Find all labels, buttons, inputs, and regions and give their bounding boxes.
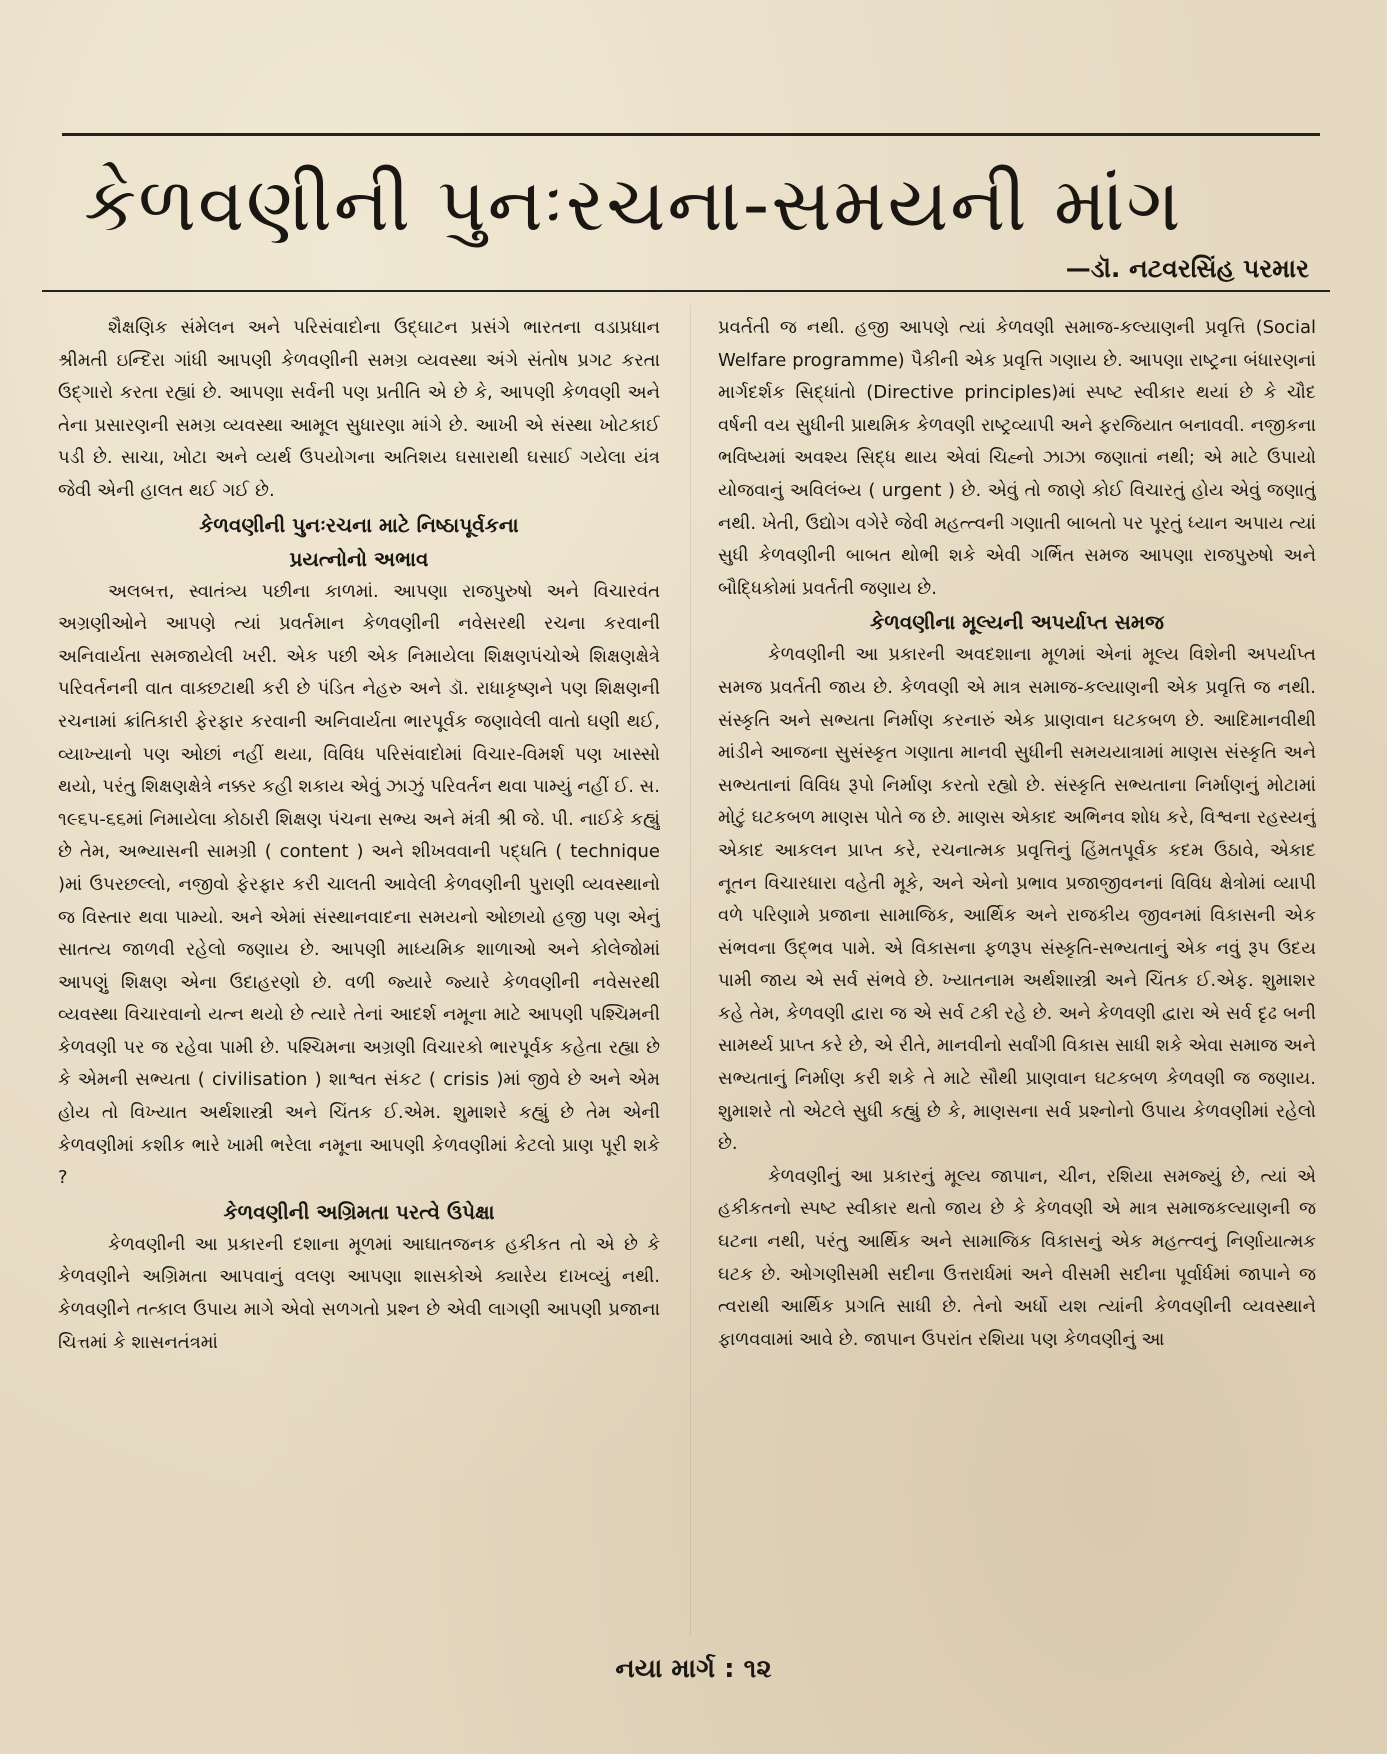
title-top-rule (62, 133, 1320, 136)
paragraph: અલબત્ત, સ્વાતંત્ર્ય પછીના કાળમાં. આપણા રાજપુરુષો અને વિચારવંત અગ્રણીઓને આપણે ત્યાં પ્રવર્તમાન કેળવણીની નવેસરથી રચના કરવાની અનિવાર્યતા સમજાયેલી ખરી. એક પછી એક નિમાયેલા શિક્ષણપંચોએ શિક્ષણક્ષેત્રે પરિવર્તનની વાત વાક્છટાથી કરી છે પંડિત નેહરુ અને ડૉ. રાધાકૃષ્ણને પણ શિક્ષણની રચનામાં ક્રાંતિકારી ફેરફાર કરવાની અનિવાર્યતા ભારપૂર્વક જણાવેલી વાતો ઘણી થઈ, વ્યાખ્યાનો પણ ઓછાં નહીં થયા, વિવિધ પરિસંવાદોમાં વિચાર-વિમર્શ પણ ખાસ્સો થયો, પરંતુ શિક્ષણક્ષેત્રે નક્કર કહી શકાય એવું ઝાઝું પરિવર્તન થવા પામ્યું નહીં ઈ. સ. ૧૯૬૫-૬૬માં નિમાયેલા કોઠારી શિક્ષણ પંચના સભ્ય અને મંત્રી શ્રી જે. પી. નાઈકે કહ્યું છે તેમ, અભ્યાસની સામગ્રી ( content ) અને શીખવવાની પદ્ધતિ ( technique )માં ઉપરછલ્લો, નજીવો ફેરફાર કરી ચાલતી આવેલી કેળવણીની પુરાણી વ્યવસ્થાનો જ વિસ્તાર થવા પામ્યો. અને એમાં સંસ્થાનવાદના સમયનો ઓછાયો હજી પણ એનું સાતત્ય જાળવી રહેલો જણાય છે. આપણી માધ્યમિક શાળાઓ અને કોલેજોમાં આપણું શિક્ષણ એના ઉદાહરણો છે. વળી જ્યારે જ્યારે કેળવણીની નવેસરથી વ્યવસ્થા વિચારવાનો યત્ન થયો છે ત્યારે તેનાં આદર્શ નમૂના માટે આપણી પશ્ચિમની કેળવણી પર જ રહેવા પામી છે. પશ્ચિમના અગ્રણી વિચારકો ભારપૂર્વક કહેતા રહ્યા છે કે એમની સભ્યતા ( civilisation ) શાશ્વત સંકટ ( crisis )માં જીવે છે અને એમ હોય તો વિખ્યાત અર્થશાસ્ત્રી અને ચિંતક ઈ.એમ. શુમાશરે કહ્યું છે તેમ એની કેળવણીમાં કશીક ભારે ખામી ભરેલા નમૂના આપણી કેળવણીમાં કેટલો પ્રાણ પૂરી શકે ? (58, 580, 660, 1189)
section-heading-line: કેળવણીની પુનઃરચના માટે નિષ્ઠાપૂર્વકના (199, 512, 519, 537)
section-heading: કેળવણીના મૂલ્યની અપર્યાપ્ત સમજ (870, 610, 1164, 635)
paragraph: કેળવણીની આ પ્રકારની અવદશાના મૂળમાં એનાં મૂલ્ય વિશેની અપર્યાપ્ત સમજ પ્રવર્તતી જાય છે. કેળવણી એ માત્ર સમાજ-કલ્યાણની એક પ્રવૃત્તિ જ નથી. સંસ્કૃતિ અને સભ્યતા નિર્માણ કરનારું એક પ્રાણવાન ઘટકબળ છે. આદિમાનવીથી માંડીને આજના સુસંસ્કૃત ગણાતા માનવી સુધીની સમયયાત્રામાં માણસ સંસ્કૃતિ અને સભ્યતાનાં વિવિધ રૂપો નિર્માણ કરતો રહ્યો છે. સંસ્કૃતિ સભ્યતાના નિર્માણનું મોટામાં મોટું ઘટકબળ માણસ પોતે જ છે. માણસ એકાદ અભિનવ શોધ કરે, વિશ્વના રહસ્યનું એકાદ આકલન પ્રાપ્ત કરે, રચનાત્મક પ્રવૃત્તિનું હિંમતપૂર્વક કદમ ઉઠાવે, એકાદ નૂતન વિચારધારા વહેતી મૂકે, અને એનો પ્રભાવ પ્રજાજીવનનાં વિવિધ ક્ષેત્રોમાં વ્યાપી વળે પરિણામે પ્રજાના સામાજિક, આર્થિક અને રાજકીય જીવનમાં વિકાસની એક સંભવના ઉદ્ભવ પામે. એ વિકાસના ફળરૂપ સંસ્કૃતિ-સભ્યતાનું એક નવું રૂપ ઉદય પામી જાય એ સર્વ સંભવે છે. ખ્યાતનામ અર્થશાસ્ત્રી અને ચિંતક ઈ.એફ. શુમાશર કહે તેમ, કેળવણી દ્વારા જ એ સર્વ ટકી રહે છે. અને કેળવણી દ્વારા એ સર્વ દૃઢ બની સામર્થ્ય પ્રાપ્ત કરે છે, એ રીતે, માનવીનો સર્વાંગી વિકાસ સાધી શકે એવા સમાજ અને સભ્યતાનું નિર્માણ કરી શકે તે માટે સૌથી પ્રાણવાન ઘટકબળ કેળવણી જ જણાય. શુમાશરે તો એટલે સુધી કહ્યું છે કે, માણસના સર્વ પ્રશ્નોનો ઉપાય કેળવણીમાં રહેલો છે. (718, 644, 1316, 1155)
header-divider-rule (42, 290, 1330, 292)
paragraph: શૈક્ષણિક સંમેલન અને પરિસંવાદોના ઉદ્ઘાટન પ્રસંગે ભારતના વડાપ્રધાન શ્રીમતી ઇન્દિરા ગાંધી આપણી કેળવણીની સમગ્ર વ્યવસ્થા અંગે સંતોષ પ્રગટ કરતા ઉદ્ગારો કરતા રહ્યાં છે. આપણા સર્વની પણ પ્રતીતિ એ છે કે, આપણી કેળવણી અને તેના પ્રસારણની સમગ્ર વ્યવસ્થા આમૂલ સુધારણા માંગે છે. આખી એ સંસ્થા ખોટકાઈ પડી છે. સાચા, ખોટા અને વ્યર્થ ઉપયોગના અતિશય ઘસારાથી ઘસાઈ ગયેલા યંત્ર જેવી એની હાલત થઈ ગઈ છે. (58, 317, 660, 501)
paragraph: પ્રવર્તતી જ નથી. હજી આપણે ત્યાં કેળવણી સમાજ-કલ્યાણની પ્રવૃત્તિ (Social Welfare programme) પૈકીની એક પ્રવૃત્તિ ગણાય છે. આપણા રાષ્ટ્રના બંધારણનાં માર્ગદર્શક સિદ્ધાંતો (Directive principles)માં સ્પષ્ટ સ્વીકાર થયાં છે કે ચૌદ વર્ષની વય સુધીની પ્રાથમિક કેળવણી રાષ્ટ્રવ્યાપી અને ફરજિયાત બનાવવી. નજીકના ભવિષ્યમાં અવશ્ય સિદ્ધ થાય એવાં ચિહ્નો ઝાઝા જણાતાં નથી; એ માટે ઉપાયો યોજવાનું અવિલંબ્ય ( urgent ) છે. એવું તો જાણે કોઈ વિચારતું હોય એવું જણાતું નથી. ખેતી, ઉદ્યોગ વગેરે જેવી મહત્ત્વની ગણાતી બાબતો પર પૂરતું ધ્યાન અપાય ત્યાં સુધી કેળવણીની બાબત થોભી શકે એવી ગર્ભિત સમજ આપણા રાજપુરુષો અને બૌદ્ધિકોમાં પ્રવર્તતી જણાય છે. (718, 317, 1316, 599)
article-author: —ડૉ. નટવરસિંહ પરમાર (1065, 254, 1309, 283)
paragraph: કેળવણીની આ પ્રકારની દશાના મૂળમાં આઘાતજનક હકીકત તો એ છે કે કેળવણીને અગ્રિમતા આપવાનું વલણ આપણા શાસકોએ ક્યારેય દાખવ્યું નથી. કેળવણીને તત્કાલ ઉપાય માગે એવો સળગતો પ્રશ્ન છે એવી લાગણી આપણી પ્રજાના ચિત્તમાં કે શાસનતંત્રમાં (58, 1233, 660, 1353)
article-title: કેળવણીની પુનઃરચના-સમયની માંગ (84, 162, 1183, 248)
paragraph: કેળવણીનું આ પ્રકારનું મૂલ્ય જાપાન, ચીન, રશિયા સમજ્યું છે, ત્યાં એ હકીકતનો સ્પષ્ટ સ્વીકાર થતો જાય છે કે કેળવણી એ માત્ર સમાજકલ્યાણની જ ઘટના નથી, પરંતુ આર્થિક અને સામાજિક વિકાસનું એક મહત્ત્વનું નિર્ણાયાત્મક ઘટક છે. ઓગણીસમી સદીના ઉત્તરાર્ધમાં અને વીસમી સદીના પૂર્વાર્ધમાં જાપાને જ ત્વરાથી આર્થિક પ્રગતિ સાધી છે. તેનો અર્ધો યશ ત્યાંની કેળવણીની વ્યવસ્થાને ફાળવવામાં આવે છે. જાપાન ઉપરાંત રશિયા પણ કેળવણીનું આ (718, 1165, 1316, 1350)
section-heading: કેળવણીની અગ્રિમતા પરત્વે ઉપેક્ષા (223, 1199, 495, 1224)
column-gutter (690, 305, 691, 1635)
right-column (718, 312, 1316, 1632)
section-heading (58, 508, 660, 576)
left-column (58, 312, 660, 1632)
section-heading-line: પ્રયત્નોનો અભાવ (289, 546, 429, 571)
page-footer: નયા માર્ગ : ૧૨ (615, 1654, 772, 1684)
